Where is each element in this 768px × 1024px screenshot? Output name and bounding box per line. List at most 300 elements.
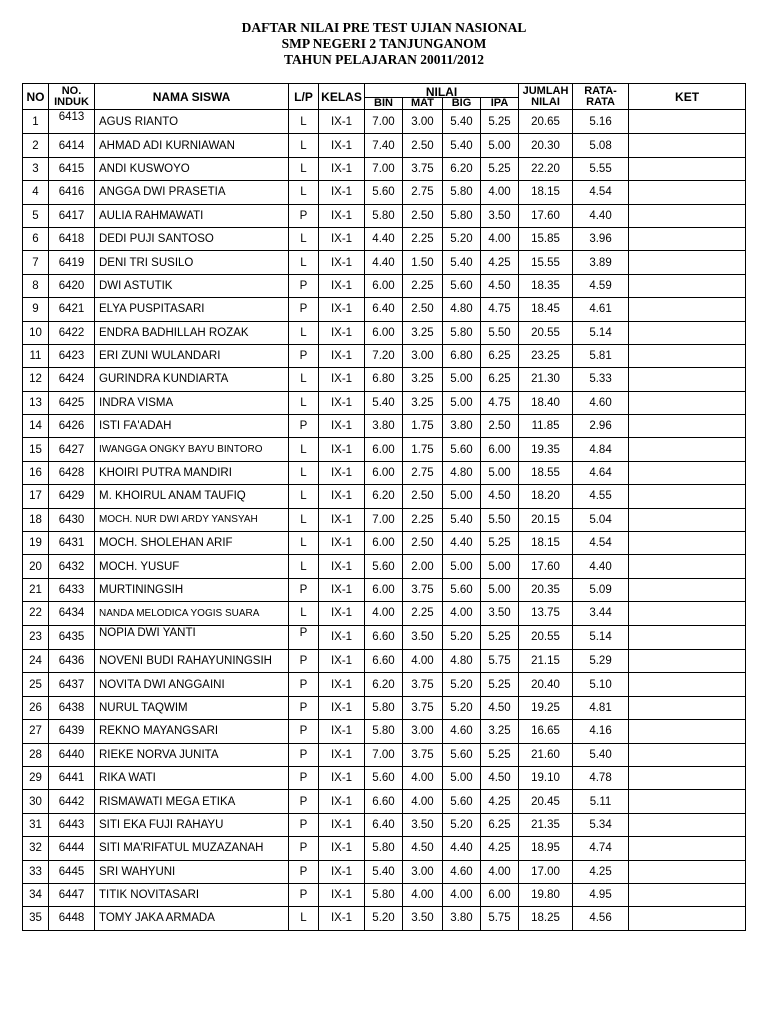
cell-mat: 3.50 bbox=[403, 813, 443, 836]
cell-ipa: 6.00 bbox=[481, 438, 519, 461]
cell-mat: 3.50 bbox=[403, 625, 443, 649]
cell-nama: SRI WAHYUNI bbox=[95, 860, 289, 883]
table-row bbox=[23, 673, 746, 696]
cell-ket bbox=[629, 438, 746, 461]
table-row bbox=[23, 415, 746, 438]
cell-induk: 6440 bbox=[49, 743, 95, 766]
cell-nama: RIKA WATI bbox=[95, 766, 289, 789]
cell-induk: 6419 bbox=[49, 251, 95, 274]
cell-kelas: IX-1 bbox=[319, 415, 365, 438]
cell-ipa: 6.00 bbox=[481, 883, 519, 906]
cell-ipa: 5.00 bbox=[481, 555, 519, 578]
cell-ipa: 4.00 bbox=[481, 227, 519, 250]
table-row bbox=[23, 766, 746, 789]
table-row bbox=[23, 813, 746, 836]
cell-jumlah: 18.35 bbox=[519, 274, 573, 297]
cell-bin: 5.60 bbox=[365, 555, 403, 578]
cell-big: 5.00 bbox=[443, 555, 481, 578]
cell-nama: M. KHOIRUL ANAM TAUFIQ bbox=[95, 485, 289, 508]
cell-bin: 7.20 bbox=[365, 344, 403, 367]
cell-big: 4.80 bbox=[443, 461, 481, 484]
cell-ket bbox=[629, 391, 746, 414]
cell-induk: 6420 bbox=[49, 274, 95, 297]
cell-kelas: IX-1 bbox=[319, 766, 365, 789]
cell-kelas: IX-1 bbox=[319, 461, 365, 484]
cell-rata: 2.96 bbox=[573, 415, 629, 438]
cell-nama: RISMAWATI MEGA ETIKA bbox=[95, 790, 289, 813]
cell-mat: 2.75 bbox=[403, 461, 443, 484]
cell-bin: 5.40 bbox=[365, 391, 403, 414]
cell-big: 5.00 bbox=[443, 766, 481, 789]
cell-rata: 4.61 bbox=[573, 298, 629, 321]
cell-induk: 6444 bbox=[49, 837, 95, 860]
cell-jumlah: 20.15 bbox=[519, 508, 573, 531]
cell-kelas: IX-1 bbox=[319, 110, 365, 134]
cell-ket bbox=[629, 368, 746, 391]
cell-rata: 4.78 bbox=[573, 766, 629, 789]
cell-big: 4.00 bbox=[443, 883, 481, 906]
cell-mat: 4.50 bbox=[403, 837, 443, 860]
cell-induk: 6448 bbox=[49, 907, 95, 930]
cell-kelas: IX-1 bbox=[319, 321, 365, 344]
cell-jumlah: 20.55 bbox=[519, 321, 573, 344]
cell-mat: 2.25 bbox=[403, 508, 443, 531]
cell-ket bbox=[629, 508, 746, 531]
cell-ipa: 4.00 bbox=[481, 860, 519, 883]
cell-ket bbox=[629, 134, 746, 157]
cell-ket bbox=[629, 227, 746, 250]
table-row bbox=[23, 532, 746, 555]
cell-jumlah: 19.35 bbox=[519, 438, 573, 461]
cell-nama: ELYA PUSPITASARI bbox=[95, 298, 289, 321]
cell-rata: 3.89 bbox=[573, 251, 629, 274]
cell-lp: L bbox=[289, 368, 319, 391]
cell-rata: 5.33 bbox=[573, 368, 629, 391]
cell-induk: 6428 bbox=[49, 461, 95, 484]
cell-induk: 6441 bbox=[49, 766, 95, 789]
col-rata-header bbox=[573, 84, 629, 110]
cell-bin: 7.00 bbox=[365, 743, 403, 766]
grades-table bbox=[22, 83, 746, 931]
cell-big: 5.60 bbox=[443, 790, 481, 813]
cell-big: 4.80 bbox=[443, 298, 481, 321]
cell-big: 3.80 bbox=[443, 415, 481, 438]
cell-bin: 5.80 bbox=[365, 883, 403, 906]
cell-mat: 3.75 bbox=[403, 743, 443, 766]
cell-no: 5 bbox=[23, 204, 49, 227]
cell-jumlah: 21.35 bbox=[519, 813, 573, 836]
cell-rata: 5.09 bbox=[573, 578, 629, 601]
cell-lp: L bbox=[289, 485, 319, 508]
cell-kelas: IX-1 bbox=[319, 344, 365, 367]
cell-lp: L bbox=[289, 321, 319, 344]
cell-ipa: 5.50 bbox=[481, 508, 519, 531]
cell-bin: 6.40 bbox=[365, 813, 403, 836]
cell-nama: TOMY JAKA ARMADA bbox=[95, 907, 289, 930]
cell-mat: 3.25 bbox=[403, 391, 443, 414]
cell-ket bbox=[629, 555, 746, 578]
col-nama-header: NAMA SISWA bbox=[95, 84, 289, 110]
cell-induk: 6418 bbox=[49, 227, 95, 250]
cell-kelas: IX-1 bbox=[319, 673, 365, 696]
cell-ket bbox=[629, 485, 746, 508]
cell-ket bbox=[629, 157, 746, 180]
cell-jumlah: 21.30 bbox=[519, 368, 573, 391]
cell-no: 9 bbox=[23, 298, 49, 321]
cell-induk: 6413 bbox=[49, 110, 95, 134]
table-row bbox=[23, 391, 746, 414]
cell-nama: NOVENI BUDI RAHAYUNINGSIH bbox=[95, 649, 289, 672]
table-row bbox=[23, 134, 746, 157]
cell-lp: L bbox=[289, 602, 319, 625]
cell-mat: 2.25 bbox=[403, 602, 443, 625]
cell-rata: 4.40 bbox=[573, 204, 629, 227]
table-row bbox=[23, 204, 746, 227]
cell-mat: 1.50 bbox=[403, 251, 443, 274]
cell-mat: 3.00 bbox=[403, 720, 443, 743]
cell-rata: 5.81 bbox=[573, 344, 629, 367]
cell-ket bbox=[629, 204, 746, 227]
cell-induk: 6437 bbox=[49, 673, 95, 696]
cell-rata: 4.54 bbox=[573, 181, 629, 204]
cell-induk: 6414 bbox=[49, 134, 95, 157]
col-big-header: BIG bbox=[443, 98, 481, 110]
cell-no: 27 bbox=[23, 720, 49, 743]
cell-mat: 2.50 bbox=[403, 532, 443, 555]
cell-rata: 4.55 bbox=[573, 485, 629, 508]
cell-lp: L bbox=[289, 555, 319, 578]
cell-bin: 5.80 bbox=[365, 696, 403, 719]
table-body bbox=[23, 110, 746, 931]
cell-nama: DWI ASTUTIK bbox=[95, 274, 289, 297]
cell-bin: 6.00 bbox=[365, 321, 403, 344]
cell-kelas: IX-1 bbox=[319, 790, 365, 813]
cell-lp: P bbox=[289, 204, 319, 227]
cell-rata: 5.04 bbox=[573, 508, 629, 531]
cell-mat: 4.00 bbox=[403, 766, 443, 789]
cell-induk: 6429 bbox=[49, 485, 95, 508]
table-row bbox=[23, 649, 746, 672]
cell-ket bbox=[629, 532, 746, 555]
cell-nama: NURUL TAQWIM bbox=[95, 696, 289, 719]
cell-induk: 6438 bbox=[49, 696, 95, 719]
cell-rata: 4.16 bbox=[573, 720, 629, 743]
col-mat-header: MAT bbox=[403, 98, 443, 110]
cell-rata: 5.55 bbox=[573, 157, 629, 180]
cell-lp: P bbox=[289, 860, 319, 883]
cell-ipa: 5.00 bbox=[481, 578, 519, 601]
cell-lp: P bbox=[289, 415, 319, 438]
cell-big: 5.60 bbox=[443, 438, 481, 461]
col-ket-header: KET bbox=[629, 84, 746, 110]
cell-no: 34 bbox=[23, 883, 49, 906]
cell-nama: ANGGA DWI PRASETIA bbox=[95, 181, 289, 204]
cell-no: 28 bbox=[23, 743, 49, 766]
table-row bbox=[23, 368, 746, 391]
cell-kelas: IX-1 bbox=[319, 743, 365, 766]
cell-big: 5.40 bbox=[443, 110, 481, 134]
cell-mat: 2.50 bbox=[403, 204, 443, 227]
cell-big: 4.60 bbox=[443, 720, 481, 743]
cell-ket bbox=[629, 813, 746, 836]
cell-induk: 6425 bbox=[49, 391, 95, 414]
cell-bin: 6.00 bbox=[365, 274, 403, 297]
cell-ipa: 4.00 bbox=[481, 181, 519, 204]
col-bin-header: BIN bbox=[365, 98, 403, 110]
cell-nama: AULIA RAHMAWATI bbox=[95, 204, 289, 227]
cell-lp: P bbox=[289, 696, 319, 719]
cell-jumlah: 22.20 bbox=[519, 157, 573, 180]
cell-ket bbox=[629, 743, 746, 766]
cell-bin: 5.60 bbox=[365, 181, 403, 204]
col-induk-header bbox=[49, 84, 95, 110]
col-rata-header-top: RATA- bbox=[584, 84, 617, 97]
cell-ket bbox=[629, 907, 746, 930]
col-induk-header-bottom: INDUK bbox=[54, 95, 89, 108]
cell-kelas: IX-1 bbox=[319, 532, 365, 555]
cell-induk: 6424 bbox=[49, 368, 95, 391]
cell-jumlah: 20.45 bbox=[519, 790, 573, 813]
cell-big: 5.60 bbox=[443, 743, 481, 766]
cell-kelas: IX-1 bbox=[319, 602, 365, 625]
cell-lp: P bbox=[289, 813, 319, 836]
cell-lp: P bbox=[289, 766, 319, 789]
cell-ipa: 5.25 bbox=[481, 625, 519, 649]
cell-mat: 2.25 bbox=[403, 274, 443, 297]
cell-no: 4 bbox=[23, 181, 49, 204]
cell-jumlah: 18.95 bbox=[519, 837, 573, 860]
cell-nama: KHOIRI PUTRA MANDIRI bbox=[95, 461, 289, 484]
cell-big: 5.80 bbox=[443, 204, 481, 227]
cell-ipa: 5.25 bbox=[481, 673, 519, 696]
col-induk-header-top: NO. bbox=[61, 84, 82, 97]
table-row bbox=[23, 602, 746, 625]
cell-nama: NOVITA DWI ANGGAINI bbox=[95, 673, 289, 696]
cell-mat: 2.25 bbox=[403, 227, 443, 250]
cell-ket bbox=[629, 344, 746, 367]
cell-mat: 4.00 bbox=[403, 790, 443, 813]
cell-nama: AGUS RIANTO bbox=[95, 110, 289, 134]
cell-kelas: IX-1 bbox=[319, 508, 365, 531]
cell-ipa: 5.75 bbox=[481, 907, 519, 930]
cell-mat: 3.00 bbox=[403, 344, 443, 367]
cell-ket bbox=[629, 860, 746, 883]
cell-big: 5.80 bbox=[443, 181, 481, 204]
cell-ipa: 5.25 bbox=[481, 743, 519, 766]
cell-lp: P bbox=[289, 837, 319, 860]
cell-big: 5.60 bbox=[443, 578, 481, 601]
col-jumlah-header-bottom: NILAI bbox=[531, 95, 560, 108]
cell-kelas: IX-1 bbox=[319, 251, 365, 274]
cell-induk: 6421 bbox=[49, 298, 95, 321]
cell-jumlah: 15.55 bbox=[519, 251, 573, 274]
cell-bin: 5.60 bbox=[365, 766, 403, 789]
cell-rata: 5.29 bbox=[573, 649, 629, 672]
cell-bin: 6.00 bbox=[365, 461, 403, 484]
table-header bbox=[23, 84, 746, 110]
cell-bin: 6.00 bbox=[365, 438, 403, 461]
cell-lp: L bbox=[289, 907, 319, 930]
cell-ipa: 6.25 bbox=[481, 813, 519, 836]
cell-rata: 4.40 bbox=[573, 555, 629, 578]
cell-big: 5.40 bbox=[443, 508, 481, 531]
cell-lp: P bbox=[289, 298, 319, 321]
cell-bin: 6.00 bbox=[365, 578, 403, 601]
cell-nama: GURINDRA KUNDIARTA bbox=[95, 368, 289, 391]
cell-big: 5.80 bbox=[443, 321, 481, 344]
cell-bin: 6.20 bbox=[365, 485, 403, 508]
cell-jumlah: 17.00 bbox=[519, 860, 573, 883]
cell-big: 4.40 bbox=[443, 837, 481, 860]
cell-jumlah: 16.65 bbox=[519, 720, 573, 743]
cell-no: 29 bbox=[23, 766, 49, 789]
cell-lp: L bbox=[289, 227, 319, 250]
cell-jumlah: 17.60 bbox=[519, 204, 573, 227]
cell-big: 5.00 bbox=[443, 368, 481, 391]
cell-ket bbox=[629, 883, 746, 906]
cell-induk: 6447 bbox=[49, 883, 95, 906]
cell-bin: 5.80 bbox=[365, 204, 403, 227]
cell-lp: L bbox=[289, 157, 319, 180]
cell-lp: P bbox=[289, 743, 319, 766]
cell-jumlah: 18.25 bbox=[519, 907, 573, 930]
table-row bbox=[23, 181, 746, 204]
cell-ket bbox=[629, 837, 746, 860]
cell-induk: 6433 bbox=[49, 578, 95, 601]
document-title bbox=[0, 20, 768, 68]
cell-kelas: IX-1 bbox=[319, 438, 365, 461]
cell-lp: P bbox=[289, 720, 319, 743]
cell-rata: 5.14 bbox=[573, 321, 629, 344]
cell-rata: 4.74 bbox=[573, 837, 629, 860]
cell-rata: 4.25 bbox=[573, 860, 629, 883]
cell-ipa: 4.50 bbox=[481, 485, 519, 508]
cell-kelas: IX-1 bbox=[319, 298, 365, 321]
cell-nama: ISTI FA'ADAH bbox=[95, 415, 289, 438]
cell-bin: 6.40 bbox=[365, 298, 403, 321]
cell-jumlah: 13.75 bbox=[519, 602, 573, 625]
cell-ket bbox=[629, 720, 746, 743]
table-row bbox=[23, 720, 746, 743]
cell-no: 6 bbox=[23, 227, 49, 250]
cell-rata: 3.96 bbox=[573, 227, 629, 250]
cell-induk: 6423 bbox=[49, 344, 95, 367]
cell-kelas: IX-1 bbox=[319, 649, 365, 672]
cell-jumlah: 18.45 bbox=[519, 298, 573, 321]
col-no-header: NO bbox=[23, 84, 49, 110]
cell-induk: 6430 bbox=[49, 508, 95, 531]
cell-lp: L bbox=[289, 181, 319, 204]
cell-ipa: 4.50 bbox=[481, 766, 519, 789]
cell-no: 8 bbox=[23, 274, 49, 297]
cell-rata: 4.59 bbox=[573, 274, 629, 297]
cell-ipa: 5.25 bbox=[481, 157, 519, 180]
cell-ipa: 5.75 bbox=[481, 649, 519, 672]
col-rata-header-bottom: RATA bbox=[586, 95, 615, 108]
cell-big: 6.80 bbox=[443, 344, 481, 367]
table-row bbox=[23, 907, 746, 930]
cell-ket bbox=[629, 602, 746, 625]
cell-jumlah: 19.25 bbox=[519, 696, 573, 719]
cell-no: 24 bbox=[23, 649, 49, 672]
cell-induk: 6432 bbox=[49, 555, 95, 578]
cell-bin: 6.00 bbox=[365, 532, 403, 555]
cell-induk: 6431 bbox=[49, 532, 95, 555]
cell-induk: 6422 bbox=[49, 321, 95, 344]
table-row bbox=[23, 344, 746, 367]
cell-bin: 4.40 bbox=[365, 251, 403, 274]
cell-rata: 4.84 bbox=[573, 438, 629, 461]
cell-mat: 4.00 bbox=[403, 883, 443, 906]
col-jumlah-header bbox=[519, 84, 573, 110]
cell-kelas: IX-1 bbox=[319, 578, 365, 601]
cell-bin: 6.60 bbox=[365, 790, 403, 813]
cell-ipa: 6.25 bbox=[481, 368, 519, 391]
table-row bbox=[23, 508, 746, 531]
cell-ket bbox=[629, 766, 746, 789]
cell-rata: 3.44 bbox=[573, 602, 629, 625]
cell-rata: 5.10 bbox=[573, 673, 629, 696]
cell-mat: 3.75 bbox=[403, 578, 443, 601]
cell-nama: ENDRA BADHILLAH ROZAK bbox=[95, 321, 289, 344]
cell-jumlah: 18.15 bbox=[519, 532, 573, 555]
cell-lp: L bbox=[289, 251, 319, 274]
table-row bbox=[23, 110, 746, 134]
cell-induk: 6415 bbox=[49, 157, 95, 180]
cell-mat: 3.75 bbox=[403, 157, 443, 180]
cell-ket bbox=[629, 251, 746, 274]
cell-mat: 2.50 bbox=[403, 134, 443, 157]
cell-rata: 5.11 bbox=[573, 790, 629, 813]
table-row bbox=[23, 743, 746, 766]
cell-kelas: IX-1 bbox=[319, 837, 365, 860]
cell-nama: REKNO MAYANGSARI bbox=[95, 720, 289, 743]
cell-bin: 4.40 bbox=[365, 227, 403, 250]
cell-bin: 6.80 bbox=[365, 368, 403, 391]
cell-no: 15 bbox=[23, 438, 49, 461]
table-row bbox=[23, 274, 746, 297]
cell-ket bbox=[629, 578, 746, 601]
cell-nama: SITI MA'RIFATUL MUZAZANAH bbox=[95, 837, 289, 860]
cell-big: 5.40 bbox=[443, 134, 481, 157]
cell-induk: 6427 bbox=[49, 438, 95, 461]
cell-big: 6.20 bbox=[443, 157, 481, 180]
cell-big: 5.20 bbox=[443, 813, 481, 836]
col-lp-header: L/P bbox=[289, 84, 319, 110]
table-row bbox=[23, 578, 746, 601]
cell-no: 35 bbox=[23, 907, 49, 930]
cell-bin: 6.20 bbox=[365, 673, 403, 696]
cell-no: 14 bbox=[23, 415, 49, 438]
cell-lp: L bbox=[289, 134, 319, 157]
cell-lp: P bbox=[289, 673, 319, 696]
cell-no: 11 bbox=[23, 344, 49, 367]
title-line-3: TAHUN PELAJARAN 20011/2012 bbox=[283, 52, 484, 67]
cell-no: 30 bbox=[23, 790, 49, 813]
cell-no: 26 bbox=[23, 696, 49, 719]
cell-jumlah: 18.20 bbox=[519, 485, 573, 508]
cell-jumlah: 20.65 bbox=[519, 110, 573, 134]
cell-nama: MURTININGSIH bbox=[95, 578, 289, 601]
cell-jumlah: 21.60 bbox=[519, 743, 573, 766]
cell-ipa: 4.75 bbox=[481, 298, 519, 321]
cell-kelas: IX-1 bbox=[319, 625, 365, 649]
cell-bin: 5.20 bbox=[365, 907, 403, 930]
cell-no: 2 bbox=[23, 134, 49, 157]
cell-rata: 5.34 bbox=[573, 813, 629, 836]
cell-induk: 6443 bbox=[49, 813, 95, 836]
table-row bbox=[23, 438, 746, 461]
